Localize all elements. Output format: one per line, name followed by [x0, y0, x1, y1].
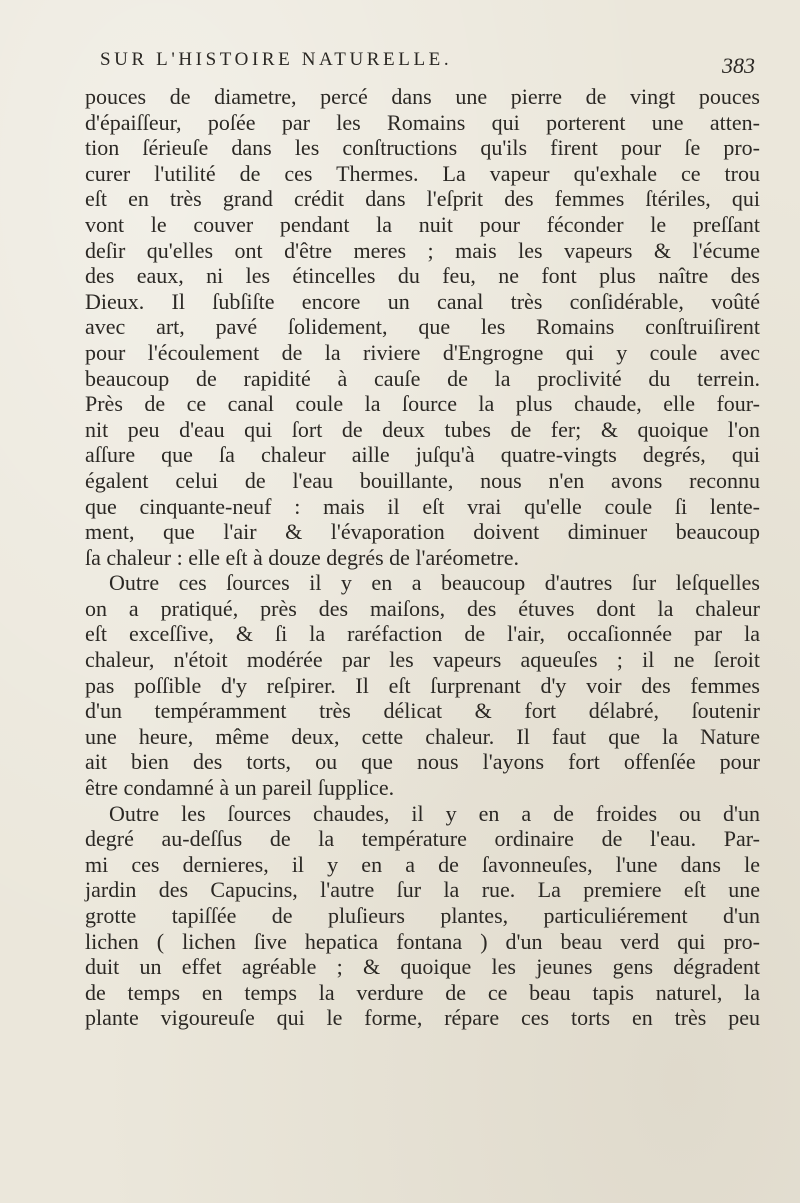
text-line: pouces de diametre, percé dans une pierre de vingt pouces — [85, 84, 760, 109]
text-line: ait bien des torts, ou que nous l'ayons fort offenſée pour — [85, 749, 760, 775]
text-line: jardin des Capucins, l'autre ſur la rue. La premiere eſt une — [85, 877, 760, 903]
text-line: Près de ce canal coule la ſource la plus chaude, elle four- — [85, 391, 760, 417]
text-line: ſa chaleur : elle eſt à douze degrés de l'aréometre. — [85, 544, 519, 570]
text-line: lichen ( lichen ſive hepatica fontana ) d'un beau verd qui pro- — [85, 928, 760, 954]
text-line: ment, que l'air & l'évaporation doivent diminuer beaucoup — [85, 519, 760, 545]
text-line: d'épaiſſeur, poſée par les Romains qui porterent une atten- — [85, 109, 760, 135]
text-line: d'un tempéramment très délicat & fort délabré, ſoutenir — [85, 698, 760, 724]
text-line: Outre les ſources chaudes, il y en a de froides ou d'un — [109, 800, 760, 826]
text-line: Outre ces ſources il y en a beaucoup d'autres ſur leſquelles — [109, 570, 760, 596]
text-line: égalent celui de l'eau bouillante, nous n'en avons reconnu — [85, 467, 760, 493]
text-line: pour l'écoulement de la riviere d'Engrogne qui y coule avec — [85, 339, 760, 365]
text-line: de temps en temps la verdure de ce beau tapis naturel, la — [85, 979, 760, 1005]
text-line: curer l'utilité de ces Thermes. La vapeur qu'exhale ce trou — [85, 160, 760, 186]
text-line: nit peu d'eau qui ſort de deux tubes de fer; & quoique l'on — [85, 416, 760, 442]
text-line: eſt exceſſive, & ſi la raréfaction de l'air, occaſionnée par la — [85, 621, 760, 647]
text-line: deſir qu'elles ont d'être meres ; mais les vapeurs & l'écume — [85, 237, 760, 263]
running-title: SUR L'HISTOIRE NATURELLE. — [100, 49, 453, 70]
text-line: grotte tapiſſée de pluſieurs plantes, particuliérement d'un — [85, 903, 760, 928]
text-line: degré au-deſſus de la température ordinaire de l'eau. Par- — [85, 826, 760, 852]
text-line: pas poſſible d'y reſpirer. Il eſt ſurprenant d'y voir des femmes — [85, 672, 760, 698]
text-line: une heure, même deux, cette chaleur. Il faut que la Nature — [85, 723, 760, 749]
text-line: des eaux, ni les étincelles du feu, ne font plus naître des — [85, 263, 760, 289]
text-line: aſſure que ſa chaleur aille juſqu'à quatre-vingts degrés, qui — [85, 442, 760, 468]
text-line: chaleur, n'étoit modérée par les vapeurs aqueuſes ; il ne ſeroit — [85, 647, 760, 673]
text-line: tion ſérieuſe dans les conſtructions qu'ils firent pour ſe pro- — [85, 135, 760, 161]
running-head — [100, 45, 755, 79]
text-line: beaucoup de rapidité à cauſe de la proclivité du terrein. — [85, 365, 760, 391]
body-text — [85, 84, 760, 1031]
page-number: 383 — [722, 53, 755, 78]
text-line: vont le couver pendant la nuit pour féconder le preſſant — [85, 211, 760, 237]
text-line: que cinquante-neuf : mais il eſt vrai qu'elle coule ſi lente- — [85, 493, 760, 519]
text-line: mi ces dernieres, il y en a de ſavonneuſes, l'une dans le — [85, 851, 760, 877]
text-line: duit un effet agréable ; & quoique les jeunes gens dégradent — [85, 954, 760, 980]
text-line: plante vigoureuſe qui le forme, répare ces torts en très peu — [85, 1005, 760, 1031]
text-line: on a pratiqué, près des maiſons, des étuves dont la chaleur — [85, 595, 760, 621]
text-line: être condamné à un pareil ſupplice. — [85, 775, 395, 801]
text-line: avec art, pavé ſolidement, que les Romains conſtruiſirent — [85, 314, 760, 340]
text-line: Dieux. Il ſubſiſte encore un canal très conſidérable, voûté — [85, 288, 760, 314]
text-line: eſt en très grand crédit dans l'eſprit des femmes ſtériles, qui — [85, 186, 760, 212]
